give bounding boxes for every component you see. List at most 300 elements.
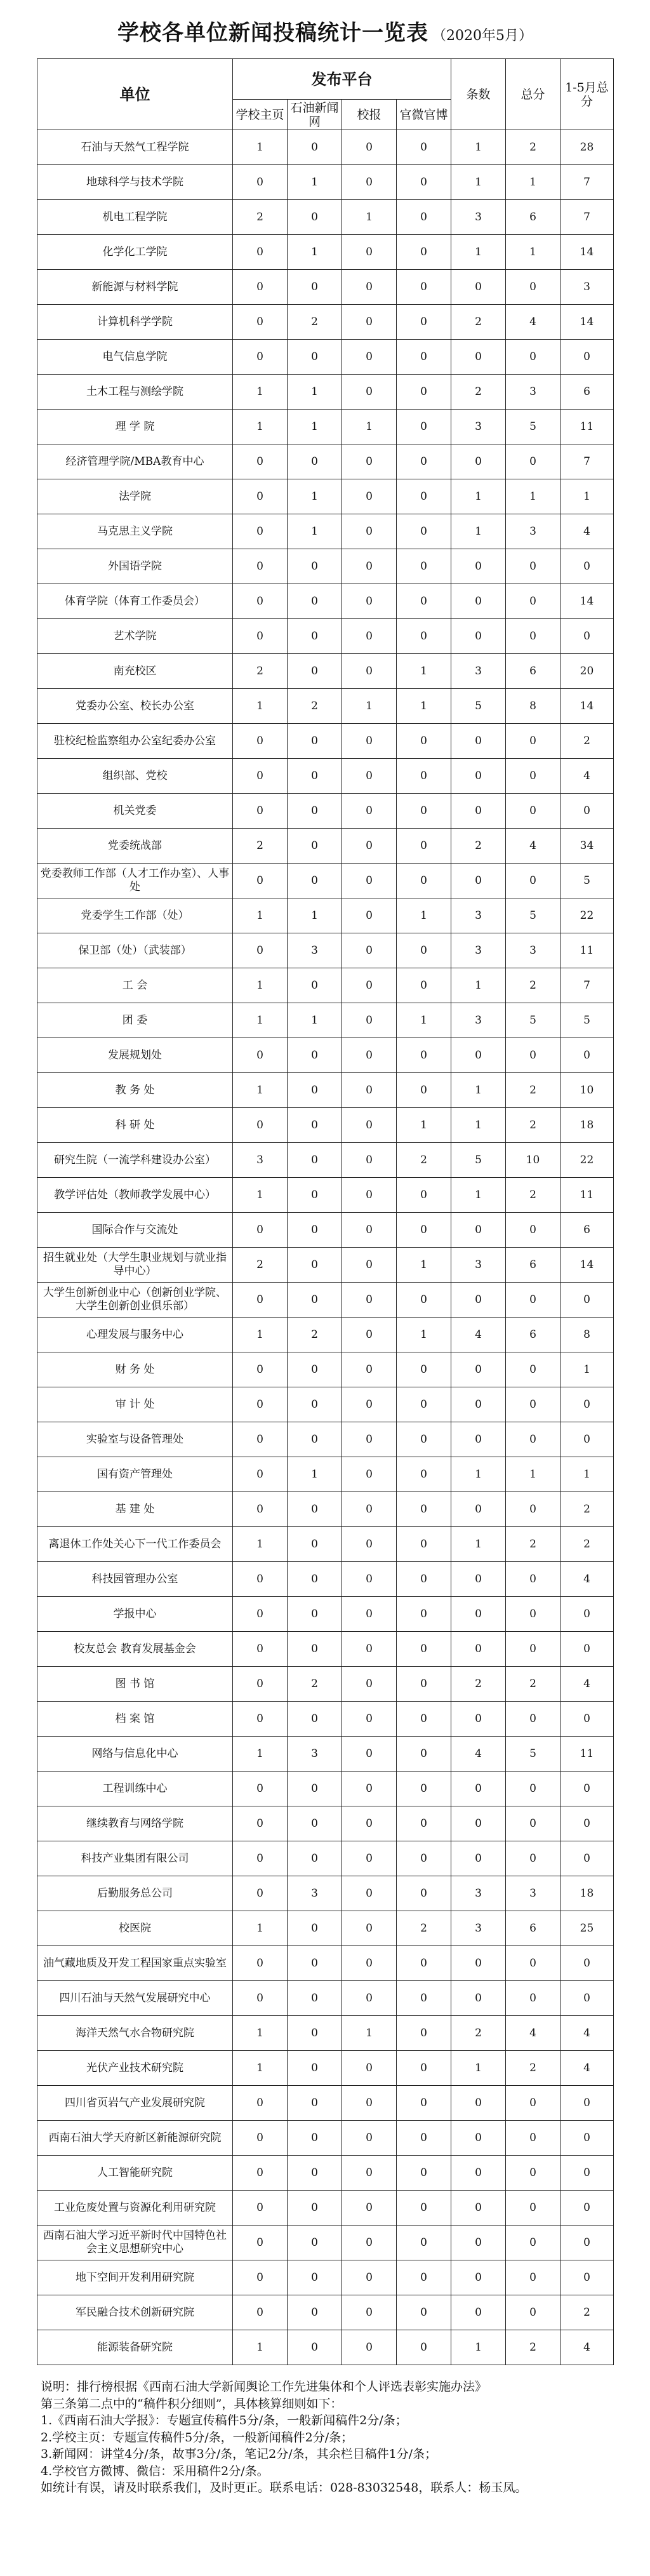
campus-paper-cell: 0 — [342, 2051, 397, 2086]
count-cell: 0 — [451, 340, 506, 375]
total-cell: 2 — [506, 2330, 560, 2365]
weibo-wechat-cell: 0 — [397, 410, 451, 444]
table-row — [37, 1213, 614, 1248]
ytd-total-cell: 0 — [560, 1806, 614, 1841]
unit-name-cell: 继续教育与网络学院 — [37, 1806, 233, 1841]
count-cell: 0 — [451, 1562, 506, 1597]
count-cell: 1 — [451, 165, 506, 200]
total-cell: 2 — [506, 1108, 560, 1143]
campus-paper-cell: 0 — [342, 1806, 397, 1841]
school-homepage-cell: 0 — [233, 2191, 288, 2226]
unit-name-cell: 地球科学与技术学院 — [37, 165, 233, 200]
news-site-cell: 0 — [288, 200, 342, 235]
note-line: 4.学校官方微博、微信：采用稿件2分/条。 — [41, 2464, 269, 2478]
weibo-wechat-cell: 0 — [397, 130, 451, 165]
unit-name-cell: 心理发展与服务中心 — [37, 1318, 233, 1352]
weibo-wechat-cell: 0 — [397, 1527, 451, 1562]
count-cell: 3 — [451, 654, 506, 689]
school-homepage-cell: 0 — [233, 270, 288, 305]
unit-name-cell: 党委办公室、校长办公室 — [37, 689, 233, 724]
news-site-cell: 1 — [288, 1003, 342, 1038]
news-site-cell: 1 — [288, 410, 342, 444]
ytd-total-cell: 28 — [560, 130, 614, 165]
weibo-wechat-cell: 0 — [397, 724, 451, 759]
school-homepage-cell: 0 — [233, 514, 288, 549]
total-cell: 0 — [506, 619, 560, 654]
weibo-wechat-cell: 0 — [397, 1213, 451, 1248]
campus-paper-cell: 0 — [342, 654, 397, 689]
unit-name-cell: 党委学生工作部（处） — [37, 898, 233, 933]
weibo-wechat-cell: 0 — [397, 829, 451, 864]
total-cell: 0 — [506, 584, 560, 619]
news-site-cell: 0 — [288, 1038, 342, 1073]
count-cell: 3 — [451, 200, 506, 235]
unit-name-cell: 海洋天然气水合物研究院 — [37, 2016, 233, 2051]
table-row — [37, 479, 614, 514]
ytd-total-cell: 0 — [560, 1772, 614, 1806]
unit-name-cell: 工 会 — [37, 968, 233, 1003]
unit-name-cell: 石油与天然气工程学院 — [37, 130, 233, 165]
table-row — [37, 968, 614, 1003]
unit-name-cell: 校友总会 教育发展基金会 — [37, 1632, 233, 1667]
total-cell: 2 — [506, 130, 560, 165]
campus-paper-cell: 0 — [342, 479, 397, 514]
count-cell: 3 — [451, 1876, 506, 1911]
total-cell: 4 — [506, 2016, 560, 2051]
news-site-cell: 0 — [288, 2051, 342, 2086]
count-cell: 0 — [451, 1946, 506, 1981]
campus-paper-cell: 0 — [342, 130, 397, 165]
campus-paper-cell: 0 — [342, 2191, 397, 2226]
unit-name-cell: 党委统战部 — [37, 829, 233, 864]
count-cell: 1 — [451, 130, 506, 165]
table-row — [37, 1492, 614, 1527]
total-cell: 3 — [506, 514, 560, 549]
unit-name-cell: 理 学 院 — [37, 410, 233, 444]
note-line: 1.《西南石油大学报》：专题宣传稿件5分/条，一般新闻稿件2分/条； — [41, 2413, 408, 2427]
total-cell: 5 — [506, 1003, 560, 1038]
weibo-wechat-cell: 0 — [397, 1841, 451, 1876]
school-homepage-cell: 1 — [233, 1003, 288, 1038]
count-cell: 0 — [451, 2226, 506, 2260]
count-cell: 3 — [451, 1248, 506, 1283]
school-homepage-cell: 2 — [233, 654, 288, 689]
campus-paper-cell: 0 — [342, 1318, 397, 1352]
ytd-total-cell: 8 — [560, 1318, 614, 1352]
news-site-cell: 0 — [288, 2295, 342, 2330]
campus-paper-cell: 0 — [342, 1143, 397, 1178]
news-site-cell: 2 — [288, 1667, 342, 1702]
news-site-cell: 0 — [288, 270, 342, 305]
campus-paper-cell: 0 — [342, 619, 397, 654]
news-site-cell: 0 — [288, 549, 342, 584]
ytd-total-cell: 11 — [560, 1737, 614, 1772]
weibo-wechat-cell: 0 — [397, 549, 451, 584]
note-line: 第三条第二点中的“稿件积分细则”，具体核算细则如下： — [41, 2396, 343, 2411]
school-homepage-cell: 0 — [233, 1772, 288, 1806]
ytd-total-cell: 22 — [560, 898, 614, 933]
weibo-wechat-cell: 0 — [397, 444, 451, 479]
table-row — [37, 794, 614, 829]
school-homepage-cell: 0 — [233, 1946, 288, 1981]
table-row — [37, 898, 614, 933]
total-cell: 0 — [506, 1213, 560, 1248]
school-homepage-cell: 0 — [233, 340, 288, 375]
campus-paper-cell: 0 — [342, 968, 397, 1003]
weibo-wechat-cell: 0 — [397, 270, 451, 305]
total-cell: 0 — [506, 724, 560, 759]
campus-paper-cell: 1 — [342, 200, 397, 235]
count-cell: 4 — [451, 1737, 506, 1772]
campus-paper-cell: 0 — [342, 2330, 397, 2365]
unit-name-cell: 招生就业处（大学生职业规划与就业指导中心） — [37, 1248, 233, 1283]
school-homepage-cell: 0 — [233, 1597, 288, 1632]
table-row — [37, 724, 614, 759]
header-total: 总分 — [506, 59, 560, 130]
weibo-wechat-cell: 0 — [397, 1492, 451, 1527]
unit-name-cell: 大学生创新创业中心（创新创业学院、大学生创新创业俱乐部） — [37, 1283, 233, 1318]
unit-name-cell: 新能源与材料学院 — [37, 270, 233, 305]
ytd-total-cell: 18 — [560, 1108, 614, 1143]
school-homepage-cell: 0 — [233, 1108, 288, 1143]
campus-paper-cell: 0 — [342, 898, 397, 933]
school-homepage-cell: 1 — [233, 689, 288, 724]
ytd-total-cell: 0 — [560, 1283, 614, 1318]
news-site-cell: 0 — [288, 1073, 342, 1108]
campus-paper-cell: 0 — [342, 1841, 397, 1876]
table-row — [37, 1702, 614, 1737]
campus-paper-cell: 0 — [342, 1213, 397, 1248]
school-homepage-cell: 1 — [233, 1073, 288, 1108]
table-row — [37, 410, 614, 444]
count-cell: 3 — [451, 898, 506, 933]
total-cell: 5 — [506, 1737, 560, 1772]
campus-paper-cell: 0 — [342, 1422, 397, 1457]
campus-paper-cell: 0 — [342, 1911, 397, 1946]
unit-name-cell: 地下空间开发利用研究院 — [37, 2260, 233, 2295]
total-cell: 6 — [506, 1318, 560, 1352]
table-row — [37, 235, 614, 270]
count-cell: 0 — [451, 1772, 506, 1806]
campus-paper-cell: 0 — [342, 444, 397, 479]
school-homepage-cell: 0 — [233, 1352, 288, 1387]
ytd-total-cell: 10 — [560, 1073, 614, 1108]
school-homepage-cell: 0 — [233, 1422, 288, 1457]
table-row — [37, 1806, 614, 1841]
news-site-cell: 0 — [288, 1108, 342, 1143]
total-cell: 4 — [506, 305, 560, 340]
total-cell: 10 — [506, 1143, 560, 1178]
table-row — [37, 829, 614, 864]
campus-paper-cell: 0 — [342, 2226, 397, 2260]
campus-paper-cell: 0 — [342, 1876, 397, 1911]
school-homepage-cell: 0 — [233, 1702, 288, 1737]
count-cell: 4 — [451, 1318, 506, 1352]
ytd-total-cell: 11 — [560, 410, 614, 444]
total-cell: 1 — [506, 165, 560, 200]
school-homepage-cell: 1 — [233, 1911, 288, 1946]
ytd-total-cell: 0 — [560, 1946, 614, 1981]
total-cell: 0 — [506, 444, 560, 479]
weibo-wechat-cell: 0 — [397, 933, 451, 968]
ytd-total-cell: 1 — [560, 479, 614, 514]
campus-paper-cell: 0 — [342, 165, 397, 200]
campus-paper-cell: 1 — [342, 2016, 397, 2051]
campus-paper-cell: 0 — [342, 1632, 397, 1667]
ytd-total-cell: 14 — [560, 689, 614, 724]
weibo-wechat-cell: 0 — [397, 2260, 451, 2295]
table-row — [37, 2260, 614, 2295]
note-line: 如统计有误，请及时联系我们，及时更正。联系电话：028-83032548，联系人：杨玉凤。 — [41, 2481, 527, 2495]
count-cell: 2 — [451, 2016, 506, 2051]
weibo-wechat-cell: 0 — [397, 1387, 451, 1422]
table-row — [37, 1841, 614, 1876]
news-site-cell: 0 — [288, 1143, 342, 1178]
count-cell: 0 — [451, 549, 506, 584]
school-homepage-cell: 0 — [233, 1492, 288, 1527]
unit-name-cell: 教 务 处 — [37, 1073, 233, 1108]
news-site-cell: 0 — [288, 2121, 342, 2156]
total-cell: 4 — [506, 829, 560, 864]
count-cell: 0 — [451, 1387, 506, 1422]
unit-name-cell: 工业危废处置与资源化利用研究院 — [37, 2191, 233, 2226]
campus-paper-cell: 0 — [342, 270, 397, 305]
unit-name-cell: 光伏产业技术研究院 — [37, 2051, 233, 2086]
school-homepage-cell: 0 — [233, 165, 288, 200]
total-cell: 0 — [506, 1283, 560, 1318]
ytd-total-cell: 3 — [560, 270, 614, 305]
count-cell: 0 — [451, 1702, 506, 1737]
count-cell: 2 — [451, 305, 506, 340]
unit-name-cell: 团 委 — [37, 1003, 233, 1038]
news-site-cell: 1 — [288, 235, 342, 270]
count-cell: 0 — [451, 1422, 506, 1457]
table-row — [37, 1283, 614, 1318]
news-site-cell: 0 — [288, 1562, 342, 1597]
ytd-total-cell: 7 — [560, 968, 614, 1003]
total-cell: 0 — [506, 794, 560, 829]
unit-name-cell: 科技园管理办公室 — [37, 1562, 233, 1597]
count-cell: 3 — [451, 933, 506, 968]
unit-name-cell: 机电工程学院 — [37, 200, 233, 235]
ytd-total-cell: 4 — [560, 514, 614, 549]
unit-name-cell: 研究生院（一流学科建设办公室） — [37, 1143, 233, 1178]
school-homepage-cell: 0 — [233, 479, 288, 514]
ytd-total-cell: 0 — [560, 619, 614, 654]
ytd-total-cell: 11 — [560, 1178, 614, 1213]
table-row — [37, 1318, 614, 1352]
table-body — [37, 130, 614, 2365]
weibo-wechat-cell: 0 — [397, 584, 451, 619]
school-homepage-cell: 1 — [233, 1318, 288, 1352]
school-homepage-cell: 0 — [233, 1562, 288, 1597]
table-row — [37, 2051, 614, 2086]
weibo-wechat-cell: 0 — [397, 235, 451, 270]
count-cell: 1 — [451, 1073, 506, 1108]
header-campus-paper: 校报 — [342, 100, 397, 130]
count-cell: 1 — [451, 1457, 506, 1492]
weibo-wechat-cell: 0 — [397, 2226, 451, 2260]
total-cell: 6 — [506, 1911, 560, 1946]
news-site-cell: 0 — [288, 2156, 342, 2191]
weibo-wechat-cell: 0 — [397, 340, 451, 375]
school-homepage-cell: 0 — [233, 2156, 288, 2191]
table-row — [37, 759, 614, 794]
total-cell: 0 — [506, 2156, 560, 2191]
news-site-cell: 0 — [288, 2260, 342, 2295]
school-homepage-cell: 1 — [233, 375, 288, 410]
weibo-wechat-cell: 0 — [397, 2121, 451, 2156]
ytd-total-cell: 0 — [560, 1387, 614, 1422]
school-homepage-cell: 1 — [233, 898, 288, 933]
total-cell: 2 — [506, 1178, 560, 1213]
school-homepage-cell: 1 — [233, 1178, 288, 1213]
news-site-cell: 1 — [288, 479, 342, 514]
campus-paper-cell: 0 — [342, 375, 397, 410]
weibo-wechat-cell: 0 — [397, 2051, 451, 2086]
weibo-wechat-cell: 1 — [397, 689, 451, 724]
school-homepage-cell: 3 — [233, 1143, 288, 1178]
ytd-total-cell: 0 — [560, 2260, 614, 2295]
total-cell: 0 — [506, 1562, 560, 1597]
table-row — [37, 1632, 614, 1667]
ytd-total-cell: 0 — [560, 1841, 614, 1876]
ytd-total-cell: 2 — [560, 1527, 614, 1562]
news-site-cell: 3 — [288, 933, 342, 968]
count-cell: 0 — [451, 1981, 506, 2016]
table-row — [37, 1946, 614, 1981]
count-cell: 1 — [451, 1108, 506, 1143]
weibo-wechat-cell: 0 — [397, 514, 451, 549]
total-cell: 0 — [506, 759, 560, 794]
count-cell: 0 — [451, 270, 506, 305]
school-homepage-cell: 0 — [233, 794, 288, 829]
table-row — [37, 1143, 614, 1178]
news-site-cell: 0 — [288, 2086, 342, 2121]
unit-name-cell: 工程训练中心 — [37, 1772, 233, 1806]
total-cell: 5 — [506, 410, 560, 444]
school-homepage-cell: 0 — [233, 1387, 288, 1422]
news-site-cell: 0 — [288, 2330, 342, 2365]
unit-name-cell: 马克思主义学院 — [37, 514, 233, 549]
news-site-cell: 0 — [288, 864, 342, 898]
total-cell: 0 — [506, 864, 560, 898]
news-site-cell: 1 — [288, 898, 342, 933]
table-row — [37, 619, 614, 654]
count-cell: 1 — [451, 2330, 506, 2365]
campus-paper-cell: 0 — [342, 1038, 397, 1073]
table-row — [37, 1038, 614, 1073]
school-homepage-cell: 2 — [233, 1248, 288, 1283]
news-site-cell: 1 — [288, 1457, 342, 1492]
ytd-total-cell: 2 — [560, 1492, 614, 1527]
campus-paper-cell: 0 — [342, 2156, 397, 2191]
unit-name-cell: 电气信息学院 — [37, 340, 233, 375]
table-row — [37, 689, 614, 724]
school-homepage-cell: 0 — [233, 1981, 288, 2016]
campus-paper-cell: 1 — [342, 410, 397, 444]
school-homepage-cell: 1 — [233, 2016, 288, 2051]
ytd-total-cell: 5 — [560, 864, 614, 898]
news-site-cell: 0 — [288, 1283, 342, 1318]
unit-name-cell: 国际合作与交流处 — [37, 1213, 233, 1248]
school-homepage-cell: 0 — [233, 933, 288, 968]
news-site-cell: 3 — [288, 1876, 342, 1911]
weibo-wechat-cell: 1 — [397, 1003, 451, 1038]
campus-paper-cell: 0 — [342, 1597, 397, 1632]
count-cell: 1 — [451, 968, 506, 1003]
campus-paper-cell: 0 — [342, 1073, 397, 1108]
count-cell: 0 — [451, 1597, 506, 1632]
unit-name-cell: 财 务 处 — [37, 1352, 233, 1387]
campus-paper-cell: 0 — [342, 584, 397, 619]
school-homepage-cell: 0 — [233, 2121, 288, 2156]
unit-name-cell: 能源装备研究院 — [37, 2330, 233, 2365]
total-cell: 1 — [506, 235, 560, 270]
weibo-wechat-cell: 0 — [397, 1981, 451, 2016]
unit-name-cell: 军民融合技术创新研究院 — [37, 2295, 233, 2330]
count-cell: 0 — [451, 2260, 506, 2295]
weibo-wechat-cell: 0 — [397, 2330, 451, 2365]
weibo-wechat-cell: 0 — [397, 864, 451, 898]
total-cell: 0 — [506, 1422, 560, 1457]
weibo-wechat-cell: 0 — [397, 1772, 451, 1806]
weibo-wechat-cell: 0 — [397, 1702, 451, 1737]
news-site-cell: 0 — [288, 1387, 342, 1422]
table-row — [37, 1667, 614, 1702]
ytd-total-cell: 14 — [560, 305, 614, 340]
total-cell: 0 — [506, 1702, 560, 1737]
header-ytd: 1-5月总分 — [560, 59, 614, 130]
count-cell: 5 — [451, 1143, 506, 1178]
unit-name-cell: 组织部、党校 — [37, 759, 233, 794]
campus-paper-cell: 0 — [342, 235, 397, 270]
weibo-wechat-cell: 0 — [397, 1352, 451, 1387]
news-site-cell: 0 — [288, 1527, 342, 1562]
count-cell: 2 — [451, 375, 506, 410]
ytd-total-cell: 0 — [560, 2156, 614, 2191]
school-homepage-cell: 2 — [233, 200, 288, 235]
unit-name-cell: 保卫部（处）（武装部） — [37, 933, 233, 968]
count-cell: 1 — [451, 514, 506, 549]
school-homepage-cell: 0 — [233, 2086, 288, 2121]
table-row — [37, 1981, 614, 2016]
table-row — [37, 549, 614, 584]
count-cell: 3 — [451, 1003, 506, 1038]
total-cell: 2 — [506, 1073, 560, 1108]
unit-name-cell: 体育学院（体育工作委员会） — [37, 584, 233, 619]
count-cell: 0 — [451, 1841, 506, 1876]
header-count: 条数 — [451, 59, 506, 130]
total-cell: 8 — [506, 689, 560, 724]
header-official-weibo-wechat: 官微官博 — [397, 100, 451, 130]
campus-paper-cell: 0 — [342, 2121, 397, 2156]
ytd-total-cell: 25 — [560, 1911, 614, 1946]
campus-paper-cell: 0 — [342, 1737, 397, 1772]
school-homepage-cell: 0 — [233, 1213, 288, 1248]
unit-name-cell: 外国语学院 — [37, 549, 233, 584]
school-homepage-cell: 0 — [233, 1283, 288, 1318]
table-row — [37, 1073, 614, 1108]
campus-paper-cell: 0 — [342, 1387, 397, 1422]
campus-paper-cell: 0 — [342, 2086, 397, 2121]
weibo-wechat-cell: 0 — [397, 1457, 451, 1492]
total-cell: 0 — [506, 1038, 560, 1073]
total-cell: 0 — [506, 340, 560, 375]
total-cell: 0 — [506, 2121, 560, 2156]
news-site-cell: 0 — [288, 1248, 342, 1283]
school-homepage-cell: 0 — [233, 1841, 288, 1876]
